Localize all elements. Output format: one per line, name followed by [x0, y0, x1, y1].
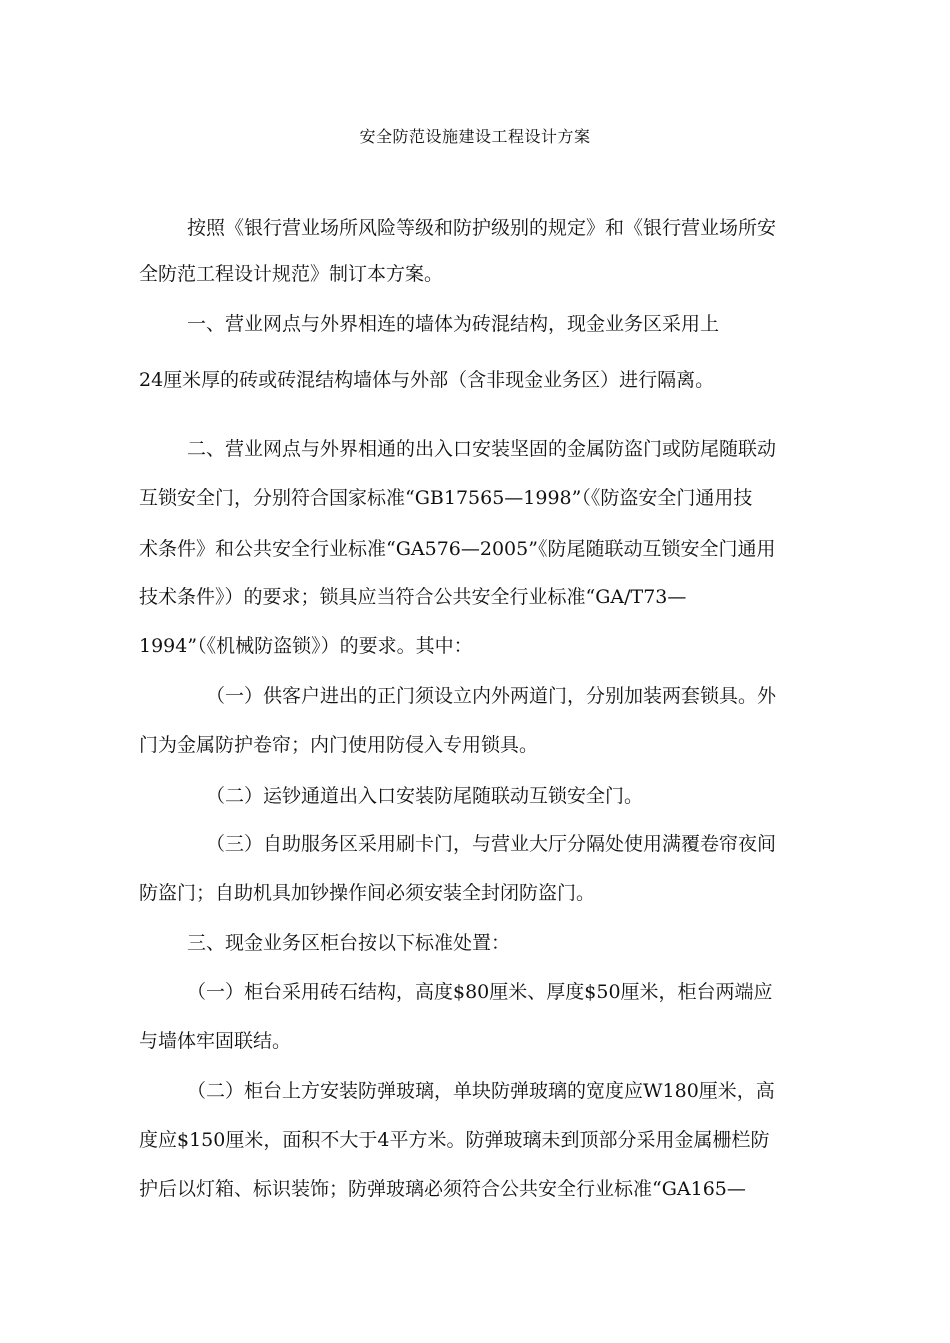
- document-title: 安全防范设施建设工程设计方案: [359, 127, 591, 146]
- paragraph-line: 互锁安全门，分别符合国家标准“GB17565—1998”（《防盗安全门通用技: [139, 487, 753, 509]
- paragraph-line: 二、营业网点与外界相通的出入口安装坚固的金属防盗门或防尾随联动: [187, 438, 777, 460]
- paragraph-line: 24厘米厚的砖或砖混结构墙体与外部（含非现金业务区）进行隔离。: [139, 369, 715, 391]
- paragraph-line: 门为金属防护卷帘；内门使用防侵入专用锁具。: [139, 734, 539, 756]
- paragraph-line: 防盗门；自助机具加钞操作间必须安装全封闭防盗门。: [139, 882, 596, 904]
- paragraph-line: 护后以灯箱、标识装饰；防弹玻璃必须符合公共安全行业标准“GA165—: [139, 1178, 746, 1200]
- paragraph-line: （二）柜台上方安装防弹玻璃，单块防弹玻璃的宽度应W180厘米，高: [187, 1080, 775, 1102]
- paragraph-line: 三、现金业务区柜台按以下标准处置：: [187, 932, 511, 954]
- paragraph-line: （二）运钞通道出入口安装防尾随联动互锁安全门。: [206, 785, 644, 807]
- paragraph-line: 技术条件》）的要求；锁具应当符合公共安全行业标准“GA/T73—: [139, 586, 687, 608]
- paragraph-line: 术条件》和公共安全行业标准“GA576—2005”《防尾随联动互锁安全门通用: [139, 538, 776, 560]
- paragraph-line: 与墙体牢固联结。: [139, 1030, 292, 1052]
- paragraph-line: （一）柜台采用砖石结构，高度$80厘米、厚度$50厘米，柜台两端应: [187, 981, 773, 1003]
- paragraph-line: （三）自助服务区采用刷卡门，与营业大厅分隔处使用满覆卷帘夜间: [206, 833, 777, 855]
- paragraph-line: 一、营业网点与外界相连的墙体为砖混结构，现金业务区采用上: [187, 313, 720, 335]
- paragraph-line: 按照《银行营业场所风险等级和防护级别的规定》和《银行营业场所安: [187, 217, 777, 239]
- paragraph-line: 全防范工程设计规范》制订本方案。: [139, 263, 444, 285]
- paragraph-line: 1994”（《机械防盗锁》）的要求。其中：: [139, 635, 473, 657]
- paragraph-line: 度应$150厘米，面积不大于4平方米。防弹玻璃未到顶部分采用金属栅栏防: [139, 1129, 770, 1151]
- paragraph-line: （一）供客户进出的正门须设立内外两道门，分别加装两套锁具。外: [206, 685, 777, 707]
